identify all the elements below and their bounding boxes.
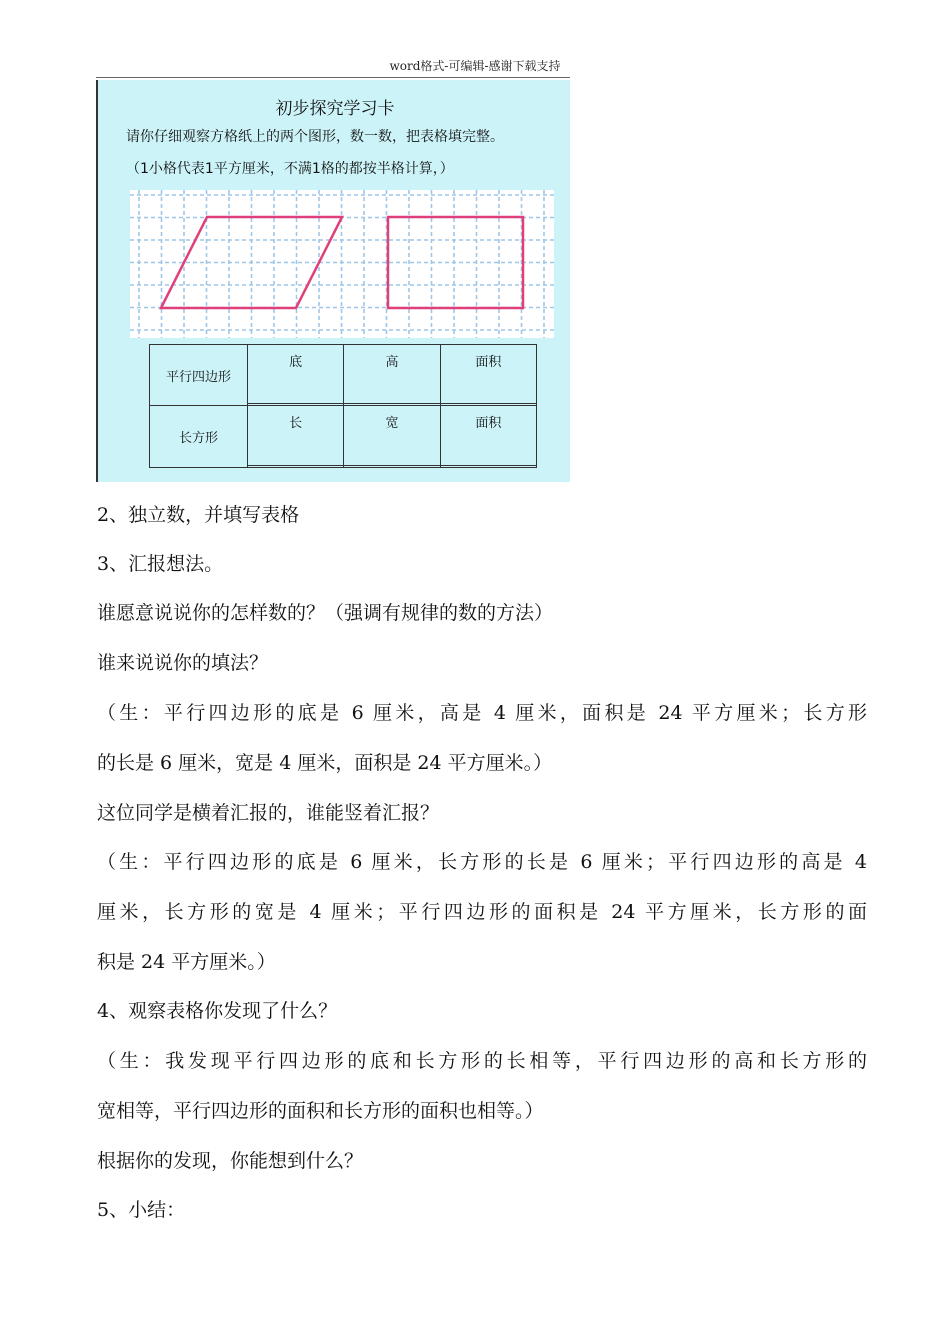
- paragraph-answer3-line2: 宽相等，平行四边形的面积和长方形的面积也相等。）: [97, 1100, 544, 1122]
- grid-paper: [130, 190, 554, 338]
- grid-figures: [130, 190, 554, 338]
- paragraph-answer2-line3: 积是 24 平方厘米。）: [97, 951, 276, 973]
- paragraph-question-fill: 谁来说说你的填法？: [97, 652, 269, 674]
- header-rule: [96, 77, 570, 78]
- paragraph-step2: 2、独立数，并填写表格: [97, 504, 300, 526]
- paragraph-answer1-line1: （生：平行四边形的底是 6 厘米，高是 4 厘米，面积是 24 平方厘米；长方形: [97, 702, 867, 724]
- measure-table: [149, 344, 537, 468]
- card-instruction: 请你仔细观察方格纸上的两个图形，数一数，把表格填完整。: [126, 129, 504, 145]
- header-area: 面积: [440, 345, 536, 404]
- paragraph-step3: 3、汇报想法。: [97, 553, 224, 575]
- paragraph-step4: 4、观察表格你发现了什么？: [97, 1000, 338, 1022]
- cell-width-value[interactable]: [344, 465, 440, 467]
- paragraph-question-vertical: 这位同学是横着汇报的，谁能竖着汇报？: [97, 802, 440, 824]
- header-base: 底: [248, 345, 344, 404]
- card-title: 初步探究学习卡: [275, 99, 395, 119]
- cell-length-value[interactable]: [248, 465, 344, 467]
- paragraph-step5: 5、小结：: [97, 1199, 186, 1221]
- header-height: 高: [344, 345, 440, 404]
- paragraph-answer1-line2: 的长是 6 厘米，宽是 4 厘米，面积是 24 平方厘米。）: [97, 752, 553, 774]
- paragraph-answer2-line1: （生：平行四边形的底是 6 厘米，长方形的长是 6 厘米；平行四边形的高是 4: [97, 851, 867, 873]
- header-area-rect: 面积: [440, 406, 536, 465]
- paragraph-answer3-line1: （生：我发现平行四边形的底和长方形的长相等，平行四边形的高和长方形的: [97, 1050, 867, 1072]
- paragraph-answer2-line2: 厘米，长方形的宽是 4 厘米；平行四边形的面积是 24 平方厘米，长方形的面: [97, 901, 867, 923]
- header-width: 宽: [344, 406, 440, 465]
- row-label-rectangle: 长方形: [150, 406, 248, 468]
- paragraph-question-count: 谁愿意说说你的怎样数的？（强调有规律的数的方法）: [97, 602, 554, 624]
- study-card: [96, 80, 570, 482]
- page-header: word格式-可编辑-感谢下载支持: [389, 59, 561, 73]
- header-length: 长: [248, 406, 344, 465]
- paragraph-question-think: 根据你的发现，你能想到什么？: [97, 1150, 364, 1172]
- cell-area-rect-value[interactable]: [440, 465, 536, 467]
- card-note: （1小格代表1平方厘米，不满1格的都按半格计算，）: [126, 161, 454, 177]
- grid-lines: [130, 190, 554, 338]
- row-label-parallelogram: 平行四边形: [150, 345, 248, 406]
